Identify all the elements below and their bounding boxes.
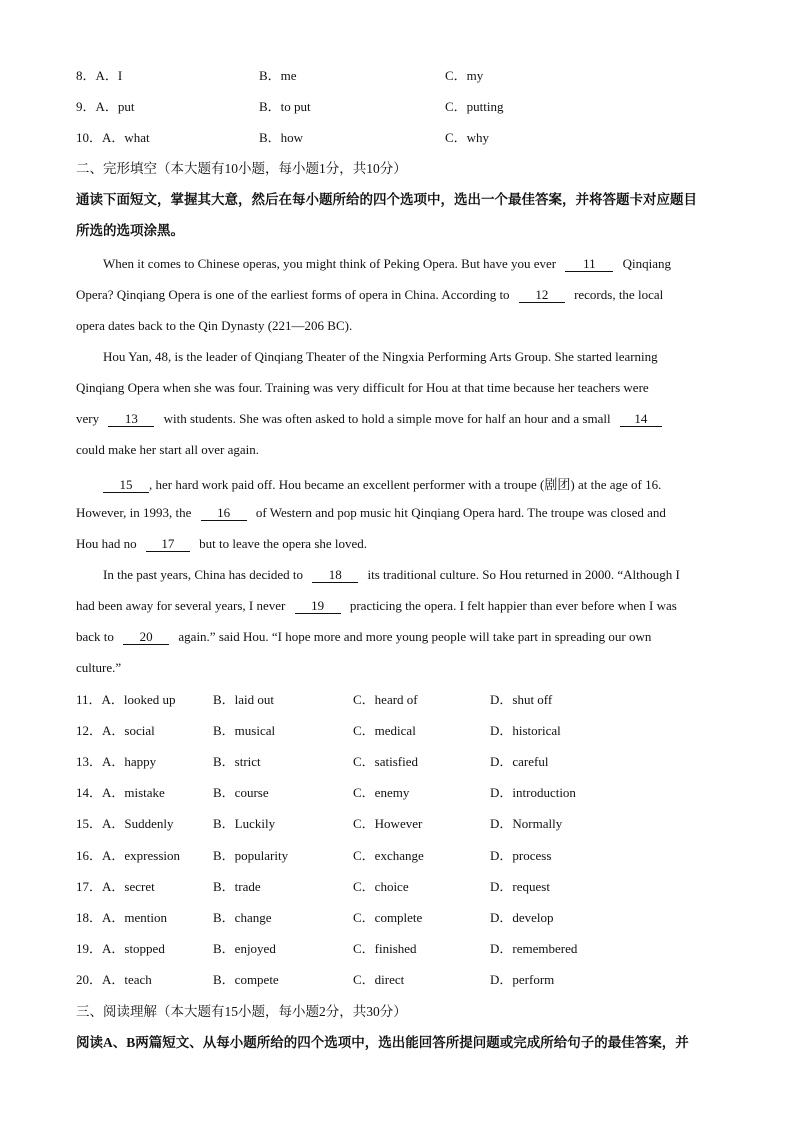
option-a: 17．A．secret (76, 878, 155, 894)
section-title-cloze: 二、完形填空（本大题有10小题，每小题1分，共10分） (76, 161, 407, 176)
blank-12: 12 (519, 288, 565, 303)
option-b: B．how (259, 130, 304, 145)
passage-text: of Western and pop music hit Qinqiang Opera hard. The troupe was closed and (255, 505, 666, 520)
passage-text: Hou had no (76, 536, 137, 551)
option-c: C．complete (353, 909, 423, 925)
option-b: B．to put (259, 99, 311, 114)
option-a: 9．A．put (76, 99, 135, 114)
option-b: B．compete (213, 971, 279, 987)
option-b: B．change (213, 909, 272, 925)
passage-text: practicing the opera. I felt happier than ever before when I was (349, 598, 677, 613)
option-b: B．laid out (213, 692, 275, 707)
passage-text: back to (76, 629, 114, 644)
option-d: D．remembered (490, 940, 578, 956)
option-b: B．strict (213, 754, 261, 770)
passage-text: However, in 1993, the (76, 505, 192, 520)
option-a: 8．A．I (76, 68, 123, 83)
blank-13: 13 (108, 412, 154, 427)
passage-text: its traditional culture. So Hou returned in 2000. “Although I (367, 567, 680, 582)
passage-text: Qinqiang Opera when she was four. Training was very difficult for Hou at that time because her teachers were (76, 380, 649, 395)
option-b: B．trade (213, 878, 261, 894)
passage-text: but to leave the opera she loved. (199, 536, 368, 551)
option-d: D．develop (490, 909, 554, 925)
option-a: 14．A．mistake (76, 785, 165, 801)
blank-14: 14 (620, 412, 662, 427)
option-a: 11．A．looked up (76, 692, 176, 707)
blank-20: 20 (123, 630, 169, 645)
blank-18: 18 (312, 568, 358, 583)
option-c: C．putting (445, 99, 504, 114)
blank-15: 15 (103, 478, 149, 493)
option-b: B．me (259, 68, 297, 83)
option-d: D．process (490, 847, 552, 863)
passage-text: Qinqiang (622, 256, 671, 271)
passage-text: opera dates back to the Qin Dynasty (221—206 BC). (76, 318, 353, 333)
option-b: B．enjoyed (213, 940, 276, 956)
option-c: C．direct (353, 971, 405, 987)
option-c: C．exchange (353, 847, 424, 863)
blank-19: 19 (295, 599, 341, 614)
option-c: C．heard of (353, 692, 418, 707)
option-b: B．musical (213, 723, 276, 739)
passage-paragraph-2 (76, 349, 718, 459)
passage-text: very (76, 411, 100, 426)
passage-text: records, the local (574, 287, 664, 302)
passage-text: In the past years, China has decided to (103, 567, 303, 582)
option-d: D．historical (490, 723, 561, 739)
passage-text: culture.” (76, 660, 122, 675)
option-d: D．careful (490, 754, 549, 770)
passage-text: Opera? Qinqiang Opera is one of the earliest forms of opera in China. According to (76, 287, 510, 302)
blank-11: 11 (565, 257, 613, 272)
option-b: B．popularity (213, 847, 289, 863)
option-a: 18．A．mention (76, 909, 167, 925)
option-c: C．why (445, 130, 490, 145)
option-a: 19．A．stopped (76, 940, 165, 956)
passage-text: Hou Yan, 48, is the leader of Qinqiang Theater of the Ningxia Performing Arts Group. She started learning (103, 349, 658, 364)
option-a: 16．A．expression (76, 847, 180, 863)
option-d: D．shut off (490, 692, 553, 707)
section-title-reading: 三、阅读理解（本大题有15小题，每小题2分，共30分） (76, 1004, 407, 1019)
passage-text: had been away for several years, I never (76, 598, 286, 613)
option-d: D．request (490, 878, 550, 894)
option-c: C．my (445, 68, 484, 83)
passage-paragraph-3 (76, 474, 718, 554)
option-a: 20．A．teach (76, 971, 152, 987)
passage-text: When it comes to Chinese operas, you might think of Peking Opera. But have you ever (103, 256, 557, 271)
option-c: C．satisfied (353, 754, 418, 770)
passage-text: with students. She was often asked to hold a simple move for half an hour and a small (163, 411, 611, 426)
option-a: 12．A．social (76, 723, 155, 739)
passage-text: , her hard work paid off. Hou became an excellent performer with a troupe (剧团) at the age of 16. (149, 477, 662, 492)
option-c: C．medical (353, 723, 416, 739)
option-b: B．Luckily (213, 816, 276, 832)
option-c: C．enemy (353, 785, 410, 801)
option-c: C．However (353, 816, 423, 832)
option-d: D．perform (490, 971, 555, 987)
section-instructions: 通读下面短文，掌握其大意，然后在每小题所给的四个选项中，选出一个最佳答案，并将答题卡对应题目 (76, 192, 697, 207)
blank-16: 16 (201, 506, 247, 521)
section-instructions: 阅读A、B两篇短文、从每小题所给的四个选项中，选出能回答所提问题或完成所给句子的最佳答案，并 (76, 1035, 689, 1050)
option-c: C．choice (353, 878, 409, 894)
passage-text: again.” said Hou. “I hope more and more young people will take part in spreading our own (178, 629, 652, 644)
option-a: 15．A．Suddenly (76, 816, 174, 832)
option-a: 10．A．what (76, 130, 150, 145)
option-b: B．course (213, 785, 269, 801)
option-a: 13．A．happy (76, 754, 157, 770)
option-d: D．Normally (490, 816, 563, 832)
option-c: C．finished (353, 940, 417, 956)
passage-paragraph-4 (76, 567, 718, 677)
option-d: D．introduction (490, 785, 576, 801)
passage-paragraph-1 (76, 256, 718, 336)
section-instructions: 所选的选项涂黑。 (76, 223, 184, 238)
blank-17: 17 (146, 537, 190, 552)
passage-text: could make her start all over again. (76, 442, 260, 457)
